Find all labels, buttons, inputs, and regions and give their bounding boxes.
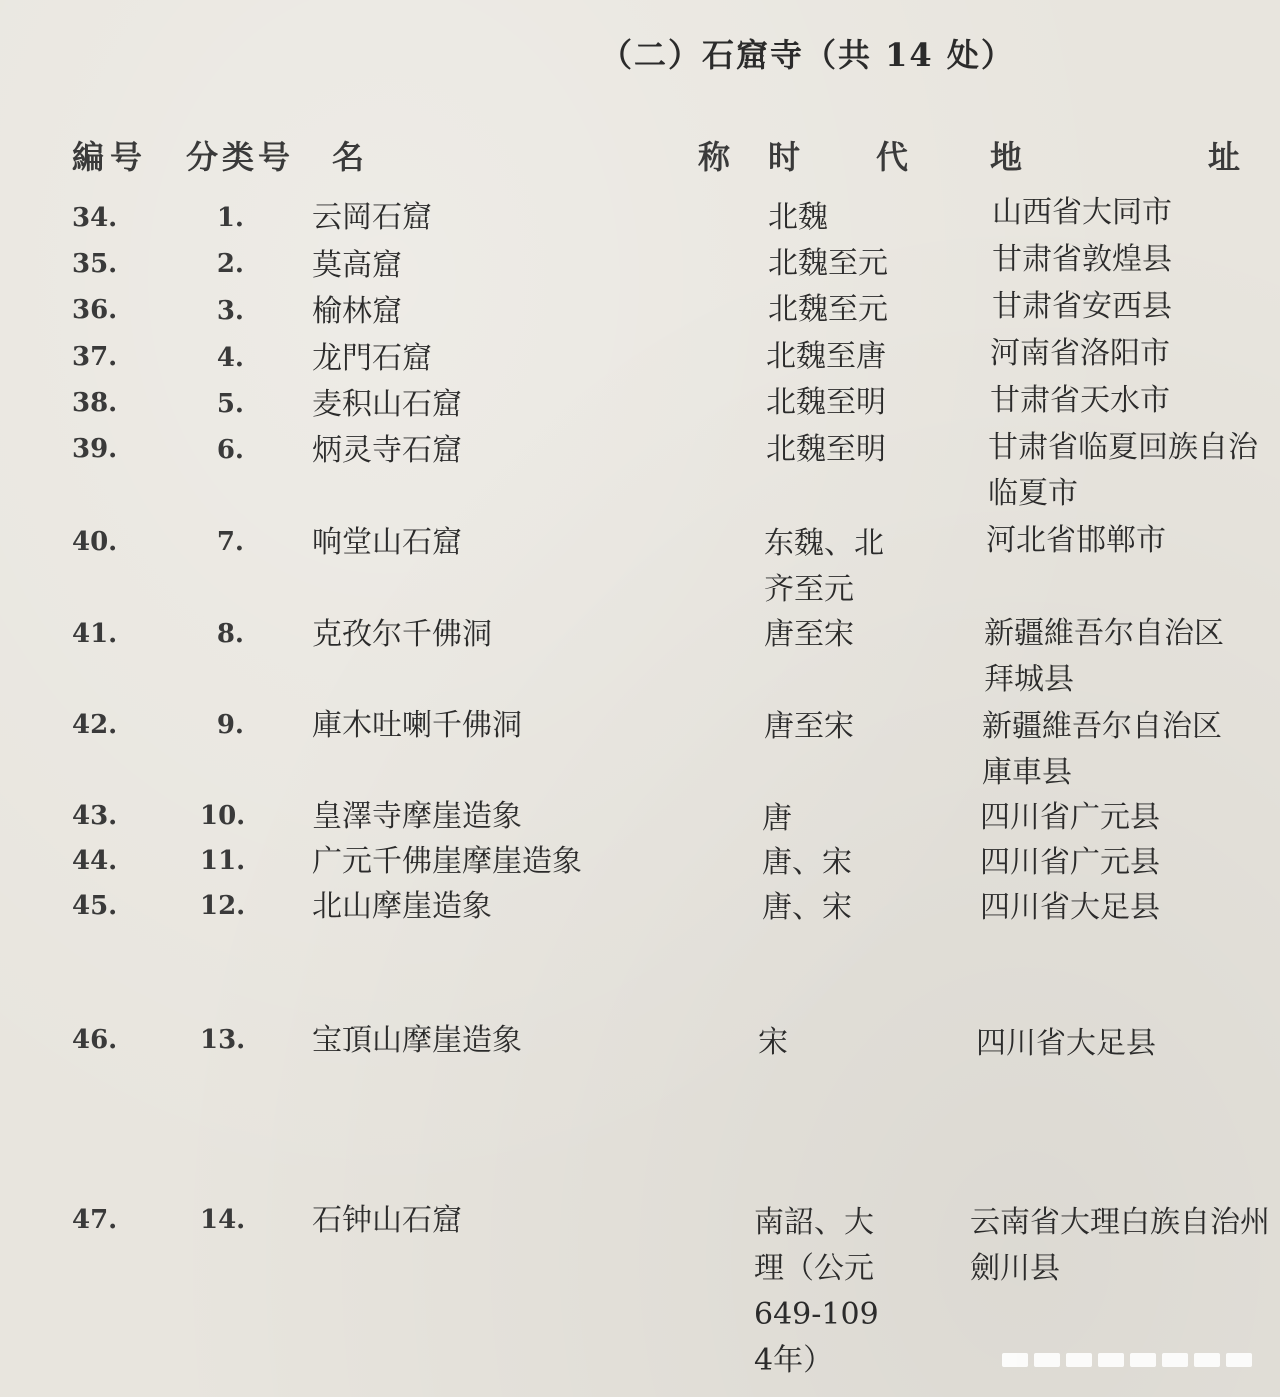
row-era: 南詔、大理（公元649-1094年） [754, 1205, 879, 1378]
row-name: 响堂山石窟 [312, 525, 462, 560]
header-era-1: 时 [768, 138, 801, 176]
section-title: （二）石窟寺（共 14 处） [600, 36, 1015, 74]
row-name: 广元千佛崖摩崖造象 [312, 844, 582, 879]
row-category: 14. [200, 1205, 246, 1235]
row-category: 3. [216, 296, 244, 326]
row-name: 麦积山石窟 [312, 387, 462, 422]
row-category: 12. [200, 891, 246, 921]
watermark-mark [1066, 1353, 1092, 1367]
row-location: 甘肃省敦煌县 [992, 242, 1172, 277]
row-category: 10. [200, 801, 246, 831]
row-name: 庫木吐喇千佛洞 [312, 708, 522, 743]
header-category: 分类号 [186, 138, 295, 176]
row-id: 44. [72, 846, 118, 876]
row-era: 宋 [758, 1025, 788, 1060]
row-category: 5. [216, 389, 244, 419]
row-name: 宝頂山摩崖造象 [312, 1023, 522, 1058]
row-era: 北魏 [768, 200, 828, 235]
row-id: 39. [72, 434, 118, 464]
row-era: 北魏至明 [766, 385, 886, 420]
row-id: 43. [72, 801, 118, 831]
row-era: 北魏至明 [766, 432, 886, 467]
row-id: 36. [72, 295, 118, 325]
row-name: 炳灵寺石窟 [312, 433, 462, 468]
watermark-mark [1098, 1353, 1124, 1367]
row-era: 北魏至元 [768, 246, 888, 281]
header-id: 編号 [72, 138, 149, 176]
row-location: 新疆維吾尔自治区拜城县 [984, 616, 1224, 697]
row-category: 13. [200, 1025, 246, 1055]
row-id: 41. [72, 619, 118, 649]
row-location: 四川省广元县 [980, 800, 1160, 835]
row-category: 8. [216, 619, 244, 649]
watermark-mark [1162, 1353, 1188, 1367]
watermark-mark [1002, 1353, 1028, 1367]
watermark-mark [1034, 1353, 1060, 1367]
row-id: 40. [72, 527, 118, 557]
row-category: 4. [216, 343, 244, 373]
row-era: 唐 [762, 801, 792, 836]
row-name: 莫高窟 [312, 248, 402, 283]
row-era: 东魏、北齐至元 [764, 526, 884, 607]
row-era: 北魏至唐 [766, 339, 886, 374]
watermark-mark [1226, 1353, 1252, 1367]
row-location: 四川省大足县 [980, 890, 1160, 925]
header-location-1: 地 [990, 138, 1023, 176]
row-name: 皇澤寺摩崖造象 [312, 799, 522, 834]
watermark [1002, 1353, 1252, 1367]
row-id: 42. [72, 710, 118, 740]
row-name: 石钟山石窟 [312, 1203, 462, 1238]
row-name: 龙門石窟 [312, 341, 432, 376]
watermark-mark [1130, 1353, 1156, 1367]
row-location: 四川省广元县 [980, 845, 1160, 880]
watermark-mark [1194, 1353, 1220, 1367]
row-name: 榆林窟 [312, 294, 402, 329]
row-category: 11. [200, 846, 246, 876]
header-era-2: 代 [876, 138, 909, 176]
row-category: 2. [216, 249, 244, 279]
header-name-1: 名 [332, 138, 365, 176]
row-category: 9. [216, 710, 244, 740]
row-location: 河北省邯郸市 [986, 523, 1166, 558]
row-name: 云岡石窟 [312, 200, 432, 235]
row-era: 北魏至元 [768, 292, 888, 327]
row-location: 甘肃省天水市 [990, 383, 1170, 418]
row-location: 甘肃省临夏回族自治临夏市 [988, 430, 1258, 511]
row-name: 克孜尔千佛洞 [312, 617, 492, 652]
row-category: 7. [216, 527, 244, 557]
row-id: 35. [72, 249, 118, 279]
row-location: 山西省大同市 [992, 195, 1172, 230]
row-era: 唐至宋 [764, 709, 854, 744]
row-id: 45. [72, 891, 118, 921]
row-id: 37. [72, 342, 118, 372]
header-location-2: 址 [1208, 138, 1241, 176]
row-category: 6. [216, 435, 244, 465]
row-era: 唐至宋 [764, 617, 854, 652]
row-id: 38. [72, 388, 118, 418]
row-location: 河南省洛阳市 [990, 336, 1170, 371]
row-location: 四川省大足县 [976, 1026, 1156, 1061]
row-id: 34. [72, 203, 118, 233]
row-category: 1. [216, 203, 244, 233]
row-id: 47. [72, 1205, 118, 1235]
header-name-2: 称 [698, 138, 731, 176]
row-location: 甘肃省安西县 [992, 289, 1172, 324]
row-era: 唐、宋 [762, 845, 852, 880]
row-name: 北山摩崖造象 [312, 889, 492, 924]
row-era: 唐、宋 [762, 890, 852, 925]
row-location: 新疆維吾尔自治区庫車县 [982, 709, 1222, 790]
row-location: 云南省大理白族自治州劍川县 [970, 1205, 1270, 1286]
row-id: 46. [72, 1025, 118, 1055]
